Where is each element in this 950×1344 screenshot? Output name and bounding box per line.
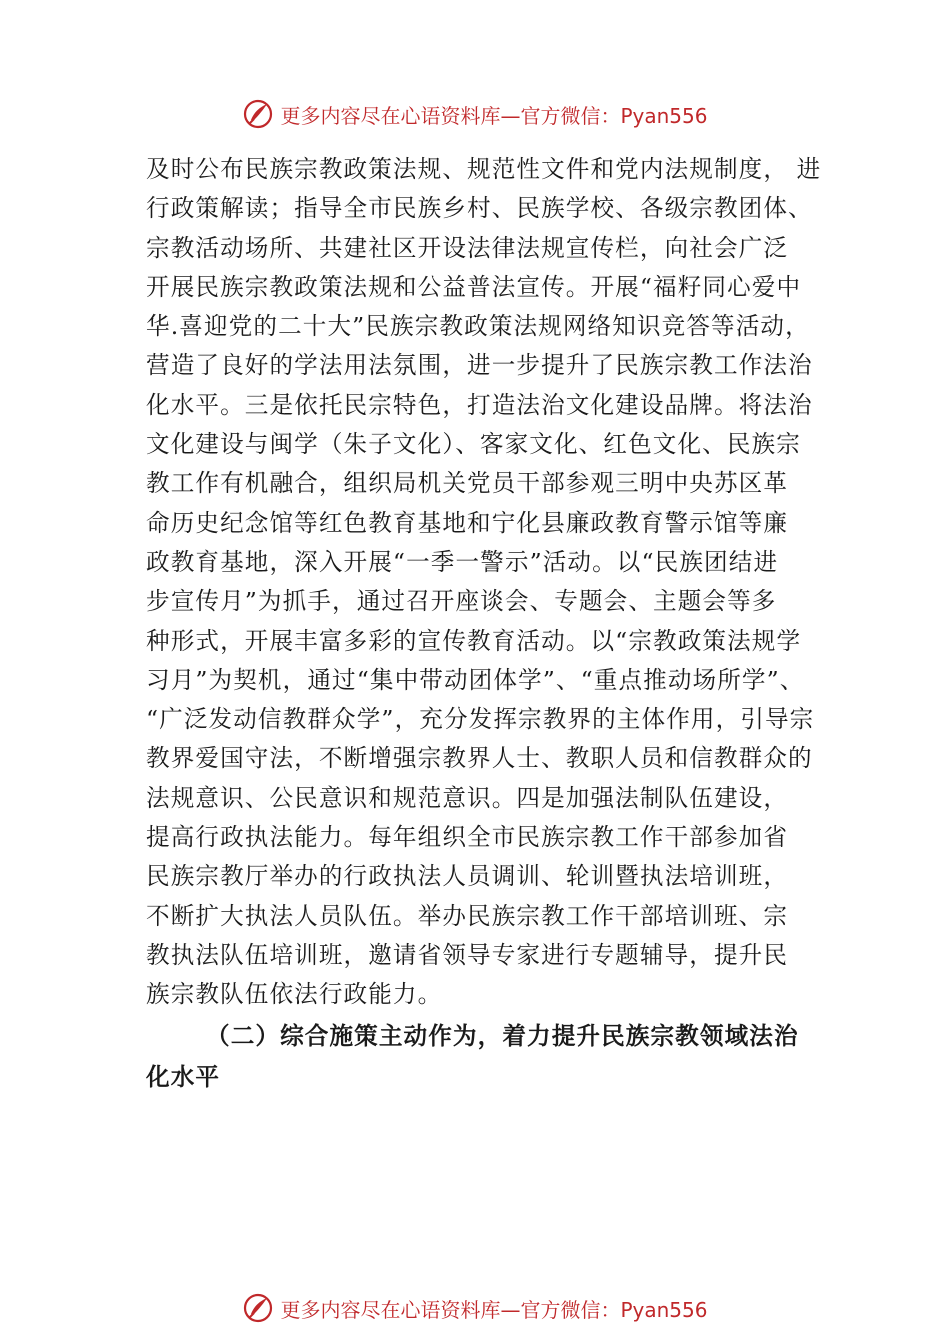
banner-title: [280, 1294, 707, 1323]
paragraph-line: 不断扩大执法人员队伍。举办民族宗教工作干部培训班、宗: [146, 901, 789, 930]
paragraph-line: 法规意识、公民意识和规范意识。四是加强法制队伍建设，: [146, 783, 789, 812]
paragraph-line: 步宣传月”为抓手，通过召开座谈会、专题会、主题会等多: [146, 587, 777, 616]
banner-title: [280, 100, 707, 129]
paragraph-line: 化水平。三是依托民宗特色，打造法治文化建设品牌。将法治: [146, 390, 813, 419]
paragraph-line: 开展民族宗教政策法规和公益普法宣传。开展“福籽同心爱中: [146, 272, 802, 301]
paragraph-line: 民族宗教厅举办的行政执法人员调训、轮训暨执法培训班，: [146, 862, 789, 891]
paragraph-line: 营造了良好的学法用法氛围，进一步提升了民族宗教工作法治: [146, 351, 813, 380]
banner-site-text: 更多内容尽在心语资料库: [280, 1297, 501, 1322]
document-body: [146, 150, 826, 1097]
banner-site-text: 更多内容尽在心语资料库: [280, 103, 501, 128]
banner-wechat-text: 官方微信：Pyan556: [520, 1297, 708, 1322]
section-heading-line: 化水平: [146, 1062, 221, 1091]
paragraph-line: 宗教活动场所、共建社区开设法律法规宣传栏，向社会广泛: [146, 233, 789, 262]
paragraph-line: “广泛发动信教群众学”，充分发挥宗教界的主体作用，引导宗: [146, 705, 815, 734]
paragraph-line: 提高行政执法能力。每年组织全市民族宗教工作干部参加省: [146, 823, 789, 852]
paragraph-line: 教执法队伍培训班，邀请省领导专家进行专题辅导，提升民: [146, 940, 789, 969]
paragraph-line: 华.喜迎党的二十大”民族宗教政策法规网络知识竞答等活动，: [146, 312, 810, 341]
paragraph-line: 种形式，开展丰富多彩的宣传教育活动。以“宗教政策法规学: [146, 626, 802, 655]
banner-separator: —: [500, 1297, 521, 1322]
section-heading-line: （二）综合施策主动作为，着力提升民族宗教领域法治: [206, 1021, 799, 1050]
banner-wechat-text: 官方微信：Pyan556: [520, 103, 708, 128]
paragraph-line: 习月”为契机，通过“集中带动团体学”、“重点推动场所学”、: [146, 665, 805, 694]
paragraph-line: 教工作有机融合，组织局机关党员干部参观三明中央苏区革: [146, 469, 789, 498]
quill-seal-icon: [242, 98, 274, 130]
footer-banner: [0, 1288, 950, 1328]
paragraph-line: 文化建设与闽学（朱子文化）、客家文化、红色文化、民族宗: [146, 430, 801, 459]
paragraph-line: 命历史纪念馆等红色教育基地和宁化县廉政教育警示馆等廉: [146, 508, 789, 537]
paragraph-line: 教界爱国守法，不断增强宗教界人士、教职人员和信教群众的: [146, 744, 813, 773]
quill-seal-icon: [242, 1292, 274, 1324]
banner-separator: —: [500, 103, 521, 128]
paragraph-line: 行政策解读；指导全市民族乡村、民族学校、各级宗教团体、: [146, 194, 813, 223]
header-banner: [0, 94, 950, 134]
paragraph-line: 族宗教队伍依法行政能力。: [146, 980, 443, 1009]
paragraph-line: 及时公布民族宗教政策法规、规范性文件和党内法规制度， 进: [146, 155, 822, 183]
paragraph-line: 政教育基地，深入开展“一季一警示”活动。以“民族团结进: [146, 547, 779, 576]
